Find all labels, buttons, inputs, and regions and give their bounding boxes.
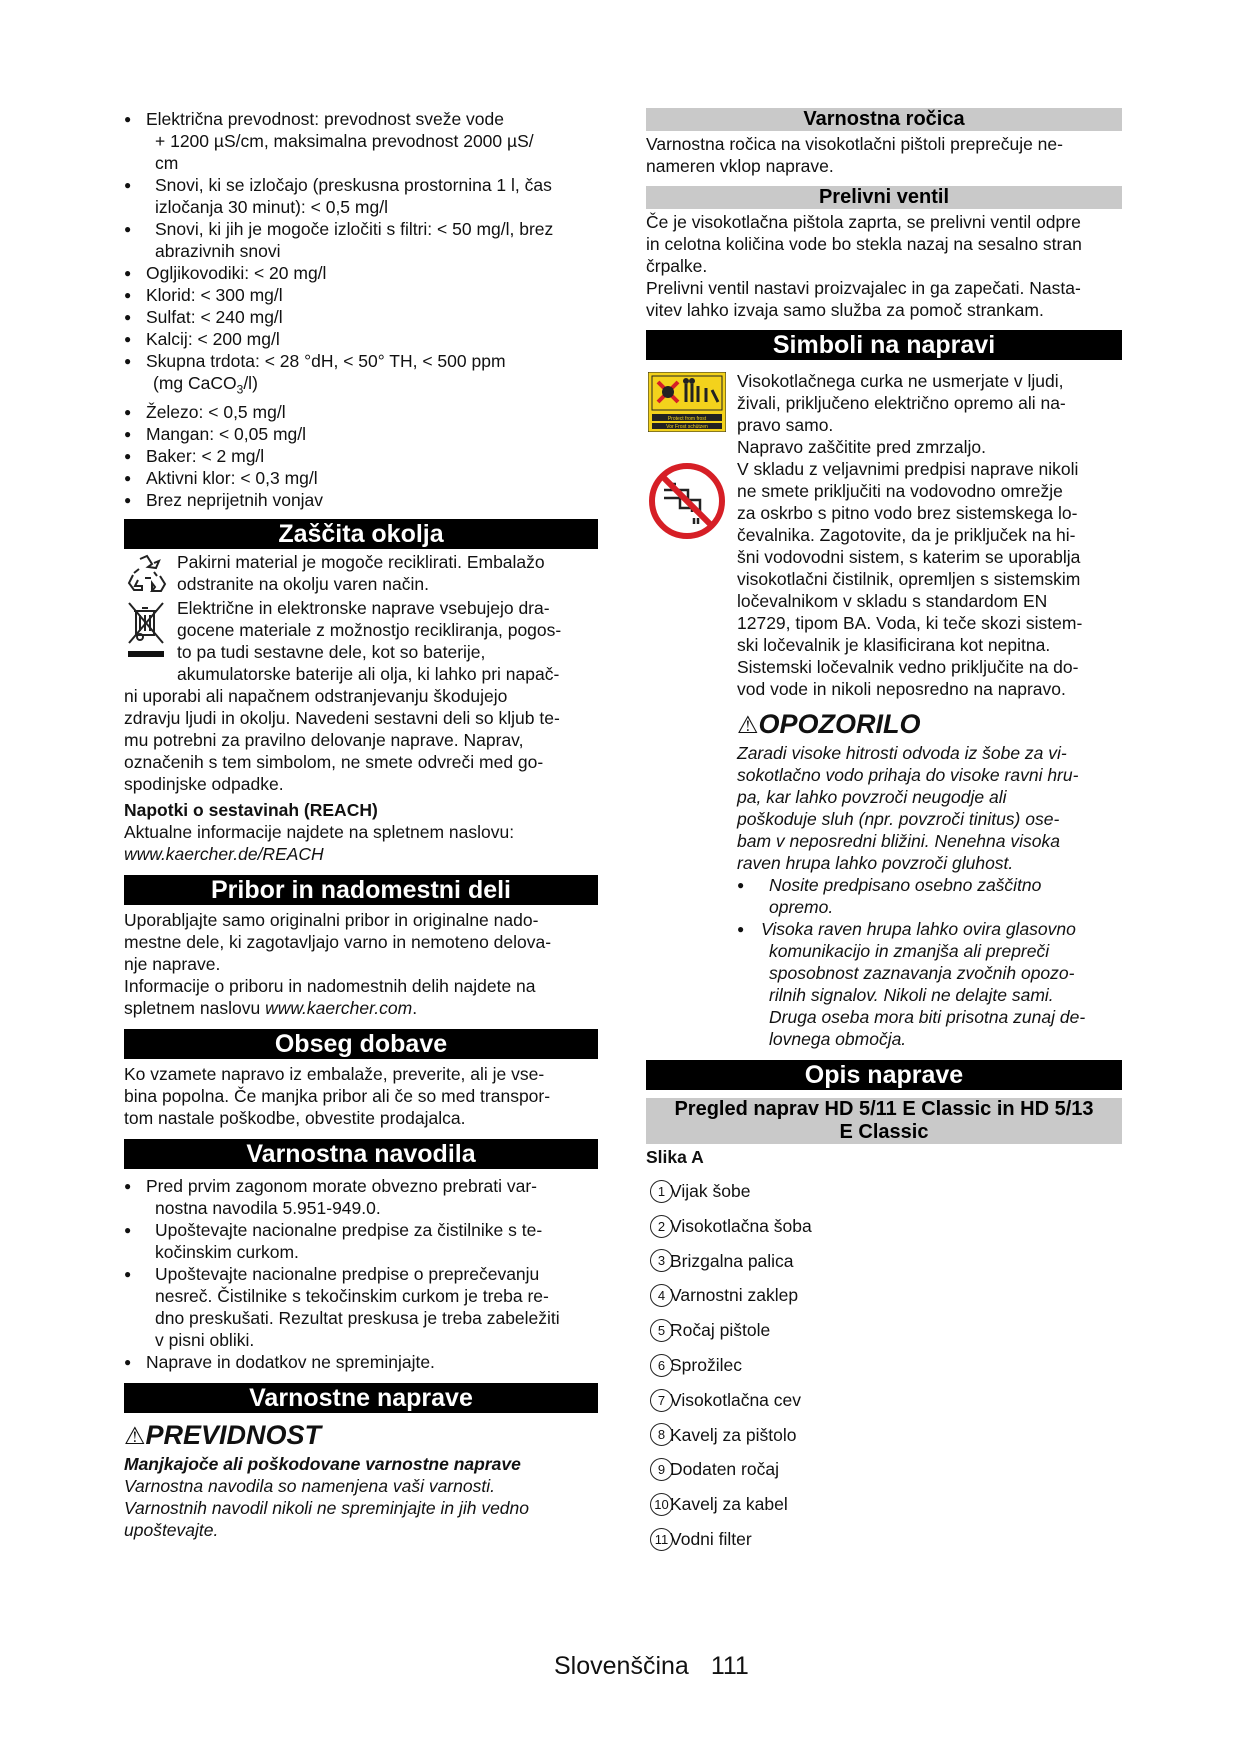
overview-subheading: Pregled naprav HD 5/11 E Classic in HD 5/13 E Classic xyxy=(646,1098,1122,1144)
reach-heading: Napotki o sestavinah (REACH) xyxy=(124,799,378,820)
heading-environment: Zaščita okolja xyxy=(124,519,598,549)
list-item: ● Baker: < 2 mg/l xyxy=(124,445,598,467)
accessories-text: Uporabljajte samo originalni pribor in originalne nado- mestne dele, ki zagotavljajo varno in nemoteno delova- nje naprave. Informacije o priboru in nadomestnih delih najdete na spletnem naslovu www.kaercher.com. xyxy=(124,909,552,1018)
item-label: Visokotlačna šoba xyxy=(670,1215,812,1236)
recycle-icon xyxy=(126,553,168,595)
item-label: Kavelj za pištolo xyxy=(670,1424,797,1445)
list-item xyxy=(646,1209,1122,1244)
reach-link[interactable]: www.kaercher.de/REACH xyxy=(124,843,324,864)
item-number: 11 xyxy=(650,1528,673,1551)
warning-triangle-icon: ⚠ xyxy=(737,712,759,739)
left-column xyxy=(124,108,598,1541)
valve-text: Če je visokotlačna pištola zaprta, se prelivni ventil odpre in celotna količina vode bo stekla nazaj na sesalno stran črpalke. Prelivni ventil nastavi proizvajalec in ga zapečati. Nasta- vitev lahko izvaja samo služba za pomoč strankam. xyxy=(646,212,1082,320)
item-label: Varnostni zaklep xyxy=(670,1285,799,1306)
heading-overflow-valve: Prelivni ventil xyxy=(646,186,1122,209)
heading-accessories: Pribor in nadomestni deli xyxy=(124,875,598,905)
heading-delivery: Obseg dobave xyxy=(124,1029,598,1059)
item-label: Ročaj pištole xyxy=(670,1320,771,1341)
no-drinking-water-connection-icon xyxy=(648,462,726,540)
item-number: 10 xyxy=(650,1493,673,1516)
list-item: ● Aktivni klor: < 0,3 mg/l xyxy=(124,467,598,489)
list-item xyxy=(646,1452,1122,1487)
parts-list xyxy=(646,1174,1122,1557)
list-item: ● Snovi, ki se izločajo (preskusna prostornina 1 l, čas izločanja 30 minut): < 0,5 mg/l xyxy=(124,174,598,218)
item-number: 1 xyxy=(650,1180,673,1203)
list-item xyxy=(646,1487,1122,1522)
page-footer xyxy=(554,1651,749,1681)
list-item: ● Visoka raven hrupa lahko ovira glasovno komunikacijo in zmanjša ali prepreči sposobnost zaznavanja zvočnih opozo- rilnih signalov. Nikoli ne delajte sami. Druga oseba mora biti prisotna zunaj de- lovnega območja. xyxy=(737,918,1122,1050)
item-number: 7 xyxy=(650,1389,673,1412)
heading-device-description: Opis naprave xyxy=(646,1060,1122,1090)
warning-triangle-icon: ⚠ xyxy=(124,1422,146,1450)
figure-label: Slika A xyxy=(646,1147,704,1167)
warning-title: ⚠OPOZORILO xyxy=(737,709,921,739)
item-number: 8 xyxy=(650,1423,673,1446)
list-item xyxy=(646,1244,1122,1279)
jet-warning-sign-icon xyxy=(648,372,726,432)
lever-text: Varnostna ročica na visokotlačni pištoli preprečuje ne- nameren vklop naprave. xyxy=(646,134,1063,176)
item-label: Dodaten ročaj xyxy=(670,1459,779,1480)
page-number: 111 xyxy=(710,1652,749,1680)
list-item xyxy=(646,1348,1122,1383)
list-item: ● Sulfat: < 240 mg/l xyxy=(124,306,598,328)
list-item: ● Upoštevajte nacionalne predpise o preprečevanju nesreč. Čistilnike s tekočinskim curkom je treba re- dno preskušati. Rezultat preskusa je treba zabeležiti v pisni obliki. xyxy=(124,1263,598,1351)
list-item: ● Klorid: < 300 mg/l xyxy=(124,284,598,306)
list-item xyxy=(646,1278,1122,1313)
item-label: Brizgalna palica xyxy=(670,1250,794,1271)
crossed-bin-icon xyxy=(126,599,166,661)
item-label: Sprožilec xyxy=(670,1354,742,1375)
accessories-link[interactable]: www.kaercher.com xyxy=(265,997,413,1018)
warning-bullets xyxy=(737,874,1122,1050)
list-item xyxy=(646,1313,1122,1348)
symbol-jet-block: Protect from frost Vor Frost schützen Visokotlačnega curka ne usmerjate v ljudi, živali, priključeno električno opremo ali na- pravo samo. Napravo zaščitite pred zmrzaljo. xyxy=(646,370,1122,458)
list-item: ● Snovi, ki jih je mogoče izločiti s filtri: < 50 mg/l, brez abrazivnih snovi xyxy=(124,218,598,262)
warning-text: Zaradi visoke hitrosti odvoda iz šobe za vi- sokotlačno vodo prihaja do visoke ravni hru- pa, kar lahko povzroči neugodje ali poškoduje sluh (npr. povzroči tinitus) ose- bam v neposredni bližini. Nenehna visoka raven hrupa lahko povzroči gluhost. xyxy=(737,743,1079,873)
heading-safety-devices: Varnostne naprave xyxy=(124,1383,598,1413)
item-number: 5 xyxy=(650,1319,673,1342)
list-item: ● Mangan: < 0,05 mg/l xyxy=(124,423,598,445)
item-number: 9 xyxy=(650,1458,673,1481)
list-item xyxy=(646,1522,1122,1557)
item-number: 2 xyxy=(650,1215,673,1238)
list-item xyxy=(646,1383,1122,1418)
list-item: ● Naprave in dodatkov ne spreminjajte. xyxy=(124,1351,598,1373)
caution-text: Varnostna navodila so namenjena vaši varnosti. Varnostnih navodil nikoli ne spreminjajte in jih vedno upoštevajte. xyxy=(124,1475,530,1540)
reach-text: Aktualne informacije najdete na spletnem naslovu: xyxy=(124,821,515,842)
item-label: Vodni filter xyxy=(670,1528,752,1549)
list-item: ● Pred prvim zagonom morate obvezno prebrati var- nostna navodila 5.951-949.0. xyxy=(124,1175,598,1219)
item-number: 3 xyxy=(650,1249,673,1272)
list-item: ● Brez neprijetnih vonjav xyxy=(124,489,598,511)
weee-block: Električne in elektronske naprave vsebujejo dra- gocene materiale z možnostjo recikliranja, pogos- to pa tudi sestavne dele, kot so baterije, akumulatorske baterije ali olja, ki lahko pri napač- ni uporabi ali napačnem odstranjevanju škodujejo zdravju ljudi in okolju. Navedeni sestavni deli so kljub te- mu potrebni za pravilno delovanje naprave. Naprav, označenih s tem simbolom, ne smete odvreči med go- spodinjske odpadke. xyxy=(124,597,562,794)
delivery-text: Ko vzamete napravo iz embalaže, preverite, ali je vse- bina popolna. Če manjka pribor ali če so med transpor- tom nastale poškodbe, obvestite prodajalca. xyxy=(124,1063,551,1128)
safety-list xyxy=(124,1175,598,1373)
heading-symbols: Simboli na napravi xyxy=(646,330,1122,360)
list-item: ● Upoštevajte nacionalne predpise za čistilnike s te- kočinskim curkom. xyxy=(124,1219,598,1263)
list-item: ● Nosite predpisano osebno zaščitno opremo. xyxy=(737,874,1122,918)
item-label: Vijak šobe xyxy=(670,1181,751,1201)
item-number: 6 xyxy=(650,1354,673,1377)
right-column xyxy=(646,108,1122,1557)
sign-label-top: Protect from frost xyxy=(667,416,707,422)
water-quality-list xyxy=(124,108,598,511)
list-item xyxy=(646,1418,1122,1453)
list-item: ● Kalcij: < 200 mg/l xyxy=(124,328,598,350)
list-item: ● Železo: < 0,5 mg/l xyxy=(124,401,598,423)
item-number: 4 xyxy=(650,1284,673,1307)
caution-title: ⚠PREVIDNOST xyxy=(124,1419,322,1450)
recycle-block: Pakirni material je mogoče reciklirati. Embalažo odstranite na okolju varen način. xyxy=(124,551,598,595)
item-label: Kavelj za kabel xyxy=(670,1494,788,1515)
footer-language: Slovenščina xyxy=(554,1652,689,1680)
caution-subtitle: Manjkajoče ali poškodovane varnostne naprave xyxy=(124,1453,521,1474)
heading-safety-lever: Varnostna ročica xyxy=(646,108,1122,131)
list-item: ● Ogljikovodiki: < 20 mg/l xyxy=(124,262,598,284)
list-item: ● Električna prevodnost: prevodnost sveže vode + 1200 µS/cm, maksimalna prevodnost 2000 µS/ cm xyxy=(124,108,598,174)
list-item xyxy=(646,1174,1122,1209)
symbol-tap-block: V skladu z veljavnimi predpisi naprave nikoli ne smete priključiti na vodovodno omrežje za oskrbo s pitno vodo brez sistemskega lo- čevalnika. Zagotovite, da je priključek na hi- šni vodovodni sistem, s katerim se uporablja visokotlačni čistilnik, opremljen s sistemskim ločevalnikom v skladu s standardom EN 12729, tipom BA. Voda, ki teče skozi sistem- ski ločevalnik je klasificirana kot nepitna. Sistemski ločevalnik vedno priključite na do- vod vode in nikoli neposredno na napravo. ⚠OPOZORILO Zaradi visoke hitrosti odvoda iz šobe za vi- sokotlačno vodo prihaja do visoke ravni hru- pa, kar lahko povzroči neugodje ali poškoduje sluh (npr. povzroči tinitus) ose- bam v neposredni bližini. Nenehna visoka raven hrupa lahko povzroči gluhost. ● Nosite predpisano osebno zaščitno opremo. ● Visoka raven hrupa lahko ovira glasovno komunikacijo in zmanjša ali prepreči sposobnost zaznavanja zvočnih opozo- rilnih signalov. Nikoli ne delajte sami. Druga oseba mora biti prisotna zunaj de- lovnega območja. xyxy=(646,458,1122,1050)
item-label: Visokotlačna cev xyxy=(670,1389,802,1410)
list-item: ● Skupna trdota: < 28 °dH, < 50° TH, < 500 ppm (mg CaCO$_3$/l) xyxy=(124,350,598,401)
sign-label-bottom: Vor Frost schützen xyxy=(666,424,708,430)
heading-safety-instructions: Varnostna navodila xyxy=(124,1139,598,1169)
